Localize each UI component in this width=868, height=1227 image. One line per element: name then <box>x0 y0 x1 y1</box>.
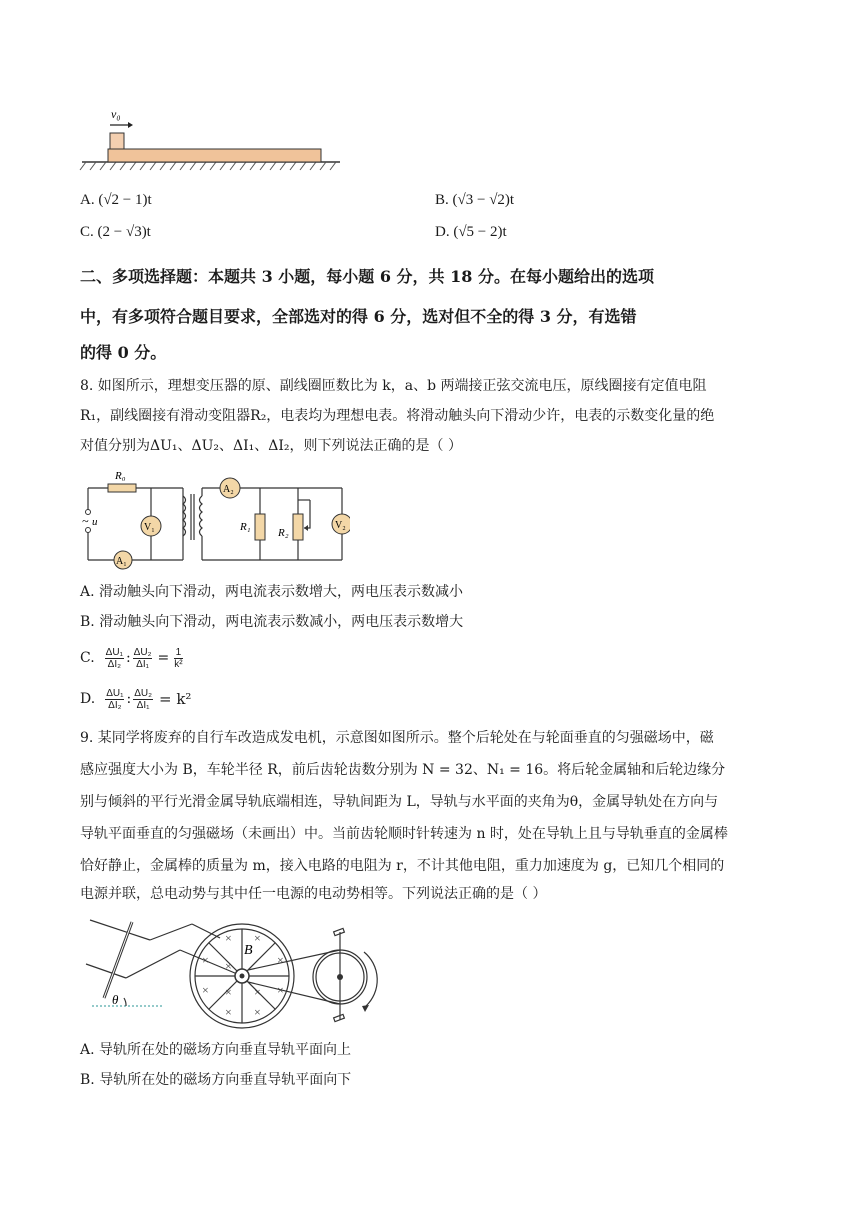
fraction: $\frac{\text{ΔU₂}}{\text{ΔI₁}}$ <box>133 646 152 670</box>
q8-option-a[interactable]: A. 滑动触头向下滑动，两电流表示数增大，两电压表示数减小 <box>80 584 464 600</box>
svg-text:×: × <box>254 985 261 999</box>
bicycle-generator-figure <box>82 912 392 1030</box>
rotation-arrow <box>364 952 377 1006</box>
q7-option-d[interactable]: D. (√5 − 2)t <box>435 224 507 240</box>
fraction: $\frac{\text{ΔU₁}}{\text{ΔI₂}}$ <box>105 646 123 670</box>
svg-text:V₁: V₁ <box>144 522 155 533</box>
svg-text:×: × <box>225 985 232 999</box>
source-u-label: ~ <box>82 514 89 528</box>
plank <box>108 149 321 162</box>
q8-stem-line1: 8. 如图所示，理想变压器的原、副线圈匝数比为 k，a、b 两端接正弦交流电压，原线圈接有定值电阻 <box>80 378 707 394</box>
q9-stem-line3: 别与倾斜的平行光滑金属导轨底端相连，导轨间距为 L，导轨与水平面的夹角为θ，金属导轨处在方向与 <box>80 794 719 810</box>
ground <box>80 162 340 170</box>
q8-option-c[interactable]: C. $\frac{\text{ΔU₁}}{\text{ΔI₂}}$ : $\frac{\text{ΔU₂}}{\text{ΔI₁}}$ = $\frac{1}{\text{k²}}$ <box>80 646 183 670</box>
section-heading-line1: 二、多项选择题：本题共 3 小题，每小题 6 分，共 18 分。在每小题给出的选项 <box>80 267 654 286</box>
q7-option-c[interactable]: C. (2 − √3)t <box>80 224 151 240</box>
svg-text:V₂: V₂ <box>335 520 346 531</box>
transformer-circuit-figure <box>78 466 350 574</box>
svg-text:×: × <box>277 983 284 997</box>
section-heading-line3: 的得 0 分。 <box>80 343 167 362</box>
svg-text:A₁: A₁ <box>116 556 127 567</box>
q9-option-b[interactable]: B. 导轨所在处的磁场方向垂直导轨平面向下 <box>80 1072 352 1088</box>
source-u-text: u <box>92 516 98 528</box>
q7-option-b[interactable]: B. (√3 − √2)t <box>435 192 515 208</box>
svg-text:×: × <box>277 953 284 967</box>
fraction: $\frac{1}{\text{k²}}$ <box>174 646 183 670</box>
svg-text:×: × <box>254 1005 261 1019</box>
fraction: $\frac{\text{ΔU₂}}{\text{ΔI₁}}$ <box>134 687 152 711</box>
svg-text:×: × <box>254 931 261 945</box>
q9-stem-line4: 导轨平面垂直的匀强磁场（未画出）中。当前齿轮顺时针转速为 n 时，处在导轨上且与导轨垂直的金属棒 <box>80 826 728 842</box>
svg-text:R₂: R₂ <box>278 527 289 539</box>
q9-option-a[interactable]: A. 导轨所在处的磁场方向垂直导轨平面向上 <box>80 1042 352 1058</box>
theta-label: θ <box>112 992 119 1007</box>
q8-stem-line2: R₁，副线圈接有滑动变阻器R₂，电表均为理想电表。将滑动触头向下滑动少许，电表的示数变化量的绝 <box>80 408 715 424</box>
svg-text:×: × <box>202 953 209 967</box>
r0-label: R₀ <box>115 470 126 482</box>
block-plank-figure <box>78 98 348 174</box>
svg-text:×: × <box>225 959 232 973</box>
fraction: $\frac{\text{ΔU₁}}{\text{ΔI₂}}$ <box>106 687 124 711</box>
q8-stem-line3: 对值分别为ΔU₁、ΔU₂、ΔI₁、ΔI₂，则下列说法正确的是（ ） <box>80 438 462 454</box>
resistor-r0 <box>108 484 136 492</box>
small-block <box>110 133 124 149</box>
b-label: B <box>244 943 253 958</box>
resistor-r1 <box>255 514 265 540</box>
svg-text:×: × <box>202 983 209 997</box>
q9-stem-line1: 9. 某同学将废弃的自行车改造成发电机，示意图如图所示。整个后轮处在与轮面垂直的匀强磁场中，磁 <box>80 730 714 746</box>
q8-option-d[interactable]: D. $\frac{\text{ΔU₁}}{\text{ΔI₂}}$ : $\frac{\text{ΔU₂}}{\text{ΔI₁}}$ = k² <box>80 687 192 711</box>
svg-text:×: × <box>225 1005 232 1019</box>
resistor-r2 <box>293 514 303 540</box>
q9-stem-line5: 恰好静止，金属棒的质量为 m，接入电路的电阻为 r，不计其他电阻，重力加速度为 g，已知几个相同的 <box>80 858 725 874</box>
svg-text:A₂: A₂ <box>223 484 234 495</box>
q9-stem-line2: 感应强度大小为 B，车轮半径 R，前后齿轮齿数分别为 N = 32、N₁ = 16。将后轮金属轴和后轮边缘分 <box>80 762 726 778</box>
q7-option-a[interactable]: A. (√2 − 1)t <box>80 192 152 208</box>
q8-option-b[interactable]: B. 滑动触头向下滑动，两电流表示数减小，两电压表示数增大 <box>80 614 464 630</box>
svg-text:×: × <box>225 931 232 945</box>
v0-label: v₀ <box>111 107 121 121</box>
q9-stem-line6: 电源并联，总电动势与其中任一电源的电动势相等。下列说法正确的是（ ） <box>80 886 547 902</box>
section-heading-line2: 中，有多项符合题目要求，全部选对的得 6 分，选对但不全的得 3 分，有选错 <box>80 307 637 326</box>
svg-text:R₁: R₁ <box>240 521 251 533</box>
